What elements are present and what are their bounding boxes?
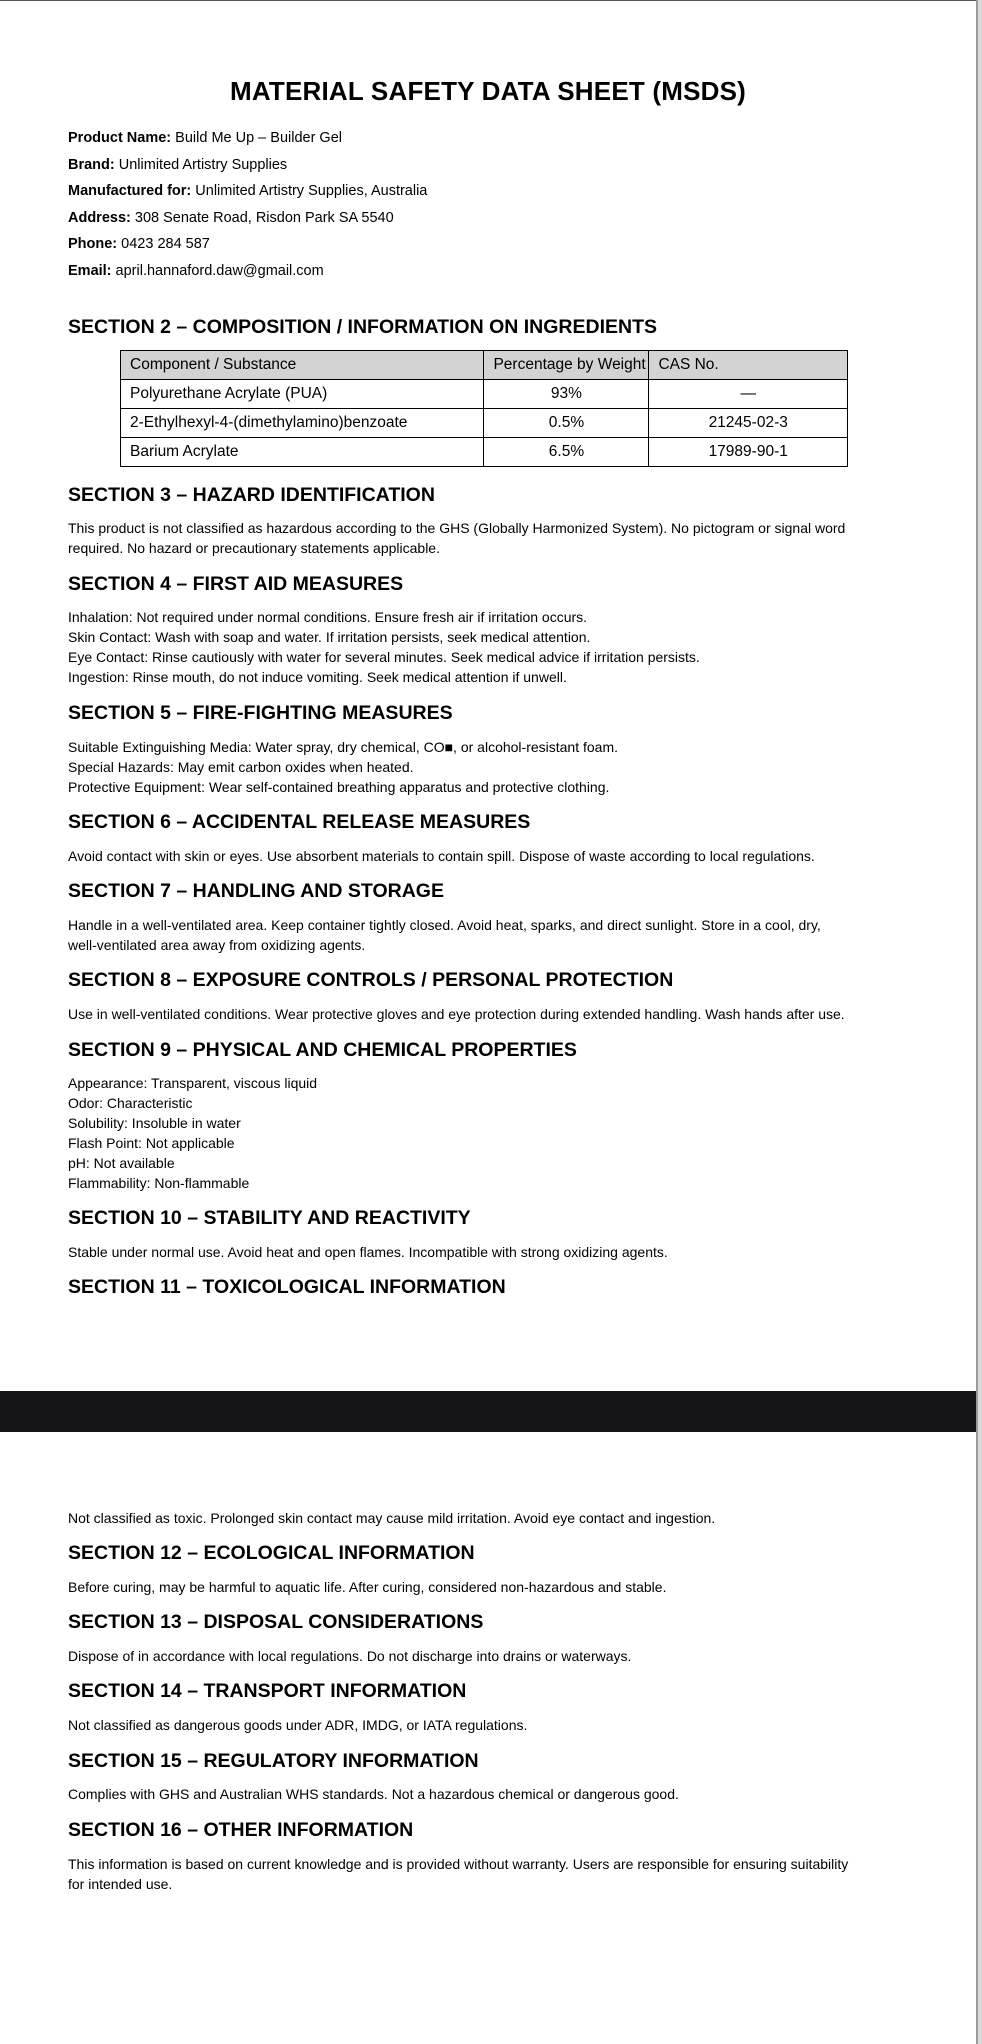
section-12-text: Before curing, may be harmful to aquatic life. After curing, considered non-hazardous and stable. (68, 1579, 667, 1595)
section-3-heading: SECTION 3 – HAZARD IDENTIFICATION (68, 484, 435, 506)
section-4-text: Inhalation: Not required under normal conditions. Ensure fresh air if irritation occurs. Skin Contact: Wash with soap and water. If irritation persists, seek medical attention. Eye Contact: Rinse cautiously with water for several minutes. Seek medical advice if irritation persists. Ingestion: Rinse mouth, do not induce vomiting. Seek medical attention if unwell. (68, 609, 700, 685)
table-row (121, 380, 848, 409)
section-8-heading: SECTION 8 – EXPOSURE CONTROLS / PERSONAL PROTECTION (68, 969, 674, 991)
section-15-heading: SECTION 15 – REGULATORY INFORMATION (68, 1750, 479, 1772)
section-10-text: Stable under normal use. Avoid heat and open flames. Incompatible with strong oxidizing agents. (68, 1244, 668, 1260)
table-cell: 17989-90-1 (649, 438, 848, 467)
section-2-heading: SECTION 2 – COMPOSITION / INFORMATION ON INGREDIENTS (68, 316, 658, 338)
email-line: Email: april.hannaford.daw@gmail.com (68, 263, 324, 279)
section-14-text: Not classified as dangerous goods under ADR, IMDG, or IATA regulations. (68, 1717, 528, 1733)
section-5-heading: SECTION 5 – FIRE-FIGHTING MEASURES (68, 702, 453, 724)
address-line: Address: 308 Senate Road, Risdon Park SA 5540 (68, 210, 394, 226)
section-5-text: Suitable Extinguishing Media: Water spray, dry chemical, CO■, or alcohol-resistant foam. Special Hazards: May emit carbon oxides when heated. Protective Equipment: Wear self-contained breathing apparatus and protective clothing. (68, 739, 619, 795)
section-6-heading: SECTION 6 – ACCIDENTAL RELEASE MEASURES (68, 811, 531, 833)
section-15-text: Complies with GHS and Australian WHS standards. Not a hazardous chemical or dangerous good. (68, 1786, 679, 1802)
phone-line: Phone: 0423 284 587 (68, 236, 210, 252)
section-16-text: This information is based on current knowledge and is provided without warranty. Users are responsible for ensuring suitability for intended use. (68, 1856, 849, 1892)
table-row (121, 438, 848, 467)
table-row (121, 409, 848, 438)
manufactured-for-line: Manufactured for: Unlimited Artistry Supplies, Australia (68, 183, 428, 199)
page-separator (0, 1391, 976, 1432)
column-header: Component / Substance (121, 351, 484, 380)
section-7-heading: SECTION 7 – HANDLING AND STORAGE (68, 880, 444, 902)
section-13-heading: SECTION 13 – DISPOSAL CONSIDERATIONS (68, 1611, 484, 1633)
section-3-text: This product is not classified as hazardous according to the GHS (Globally Harmonized System). No pictogram or signal word required. No hazard or precautionary statements applicable. (68, 520, 846, 556)
brand-line: Brand: Unlimited Artistry Supplies (68, 157, 288, 173)
table-cell: — (649, 380, 848, 409)
table-cell: Polyurethane Acrylate (PUA) (121, 380, 484, 409)
section-4-heading: SECTION 4 – FIRST AID MEASURES (68, 573, 404, 595)
section-7-text: Handle in a well-ventilated area. Keep container tightly closed. Avoid heat, sparks, and direct sunlight. Store in a cool, dry, well-ventilated area away from oxidizing agents. (68, 917, 821, 953)
section-14-heading: SECTION 14 – TRANSPORT INFORMATION (68, 1680, 467, 1702)
composition-table (120, 350, 848, 467)
section-10-heading: SECTION 10 – STABILITY AND REACTIVITY (68, 1207, 471, 1229)
section-11-text: Not classified as toxic. Prolonged skin contact may cause mild irritation. Avoid eye contact and ingestion. (68, 1510, 716, 1526)
section-6-text: Avoid contact with skin or eyes. Use absorbent materials to contain spill. Dispose of waste according to local regulations. (68, 848, 815, 864)
document-title: MATERIAL SAFETY DATA SHEET (MSDS) (229, 76, 746, 106)
table-cell: 21245-02-3 (649, 409, 848, 438)
section-13-text: Dispose of in accordance with local regulations. Do not discharge into drains or waterways. (68, 1648, 632, 1664)
section-16-heading: SECTION 16 – OTHER INFORMATION (68, 1819, 414, 1841)
section-8-text: Use in well-ventilated conditions. Wear protective gloves and eye protection during extended handling. Wash hands after use. (68, 1006, 845, 1022)
column-header: Percentage by Weight (484, 351, 649, 380)
table-cell: 6.5% (484, 438, 649, 467)
table-cell: Barium Acrylate (121, 438, 484, 467)
viewer-scrollbar-edge[interactable] (976, 0, 982, 2044)
table-header-row (121, 351, 848, 380)
column-header: CAS No. (649, 351, 848, 380)
section-11-heading: SECTION 11 – TOXICOLOGICAL INFORMATION (68, 1276, 506, 1298)
section-9-text: Appearance: Transparent, viscous liquid Odor: Characteristic Solubility: Insoluble in water Flash Point: Not applicable pH: Not available Flammability: Non-flammable (68, 1075, 318, 1191)
table-cell: 0.5% (484, 409, 649, 438)
section-9-heading: SECTION 9 – PHYSICAL AND CHEMICAL PROPERTIES (68, 1039, 577, 1061)
section-12-heading: SECTION 12 – ECOLOGICAL INFORMATION (68, 1542, 475, 1564)
product-name-line: Product Name: Build Me Up – Builder Gel (68, 130, 342, 146)
table-cell: 93% (484, 380, 649, 409)
table-cell: 2-Ethylhexyl-4-(dimethylamino)benzoate (121, 409, 484, 438)
